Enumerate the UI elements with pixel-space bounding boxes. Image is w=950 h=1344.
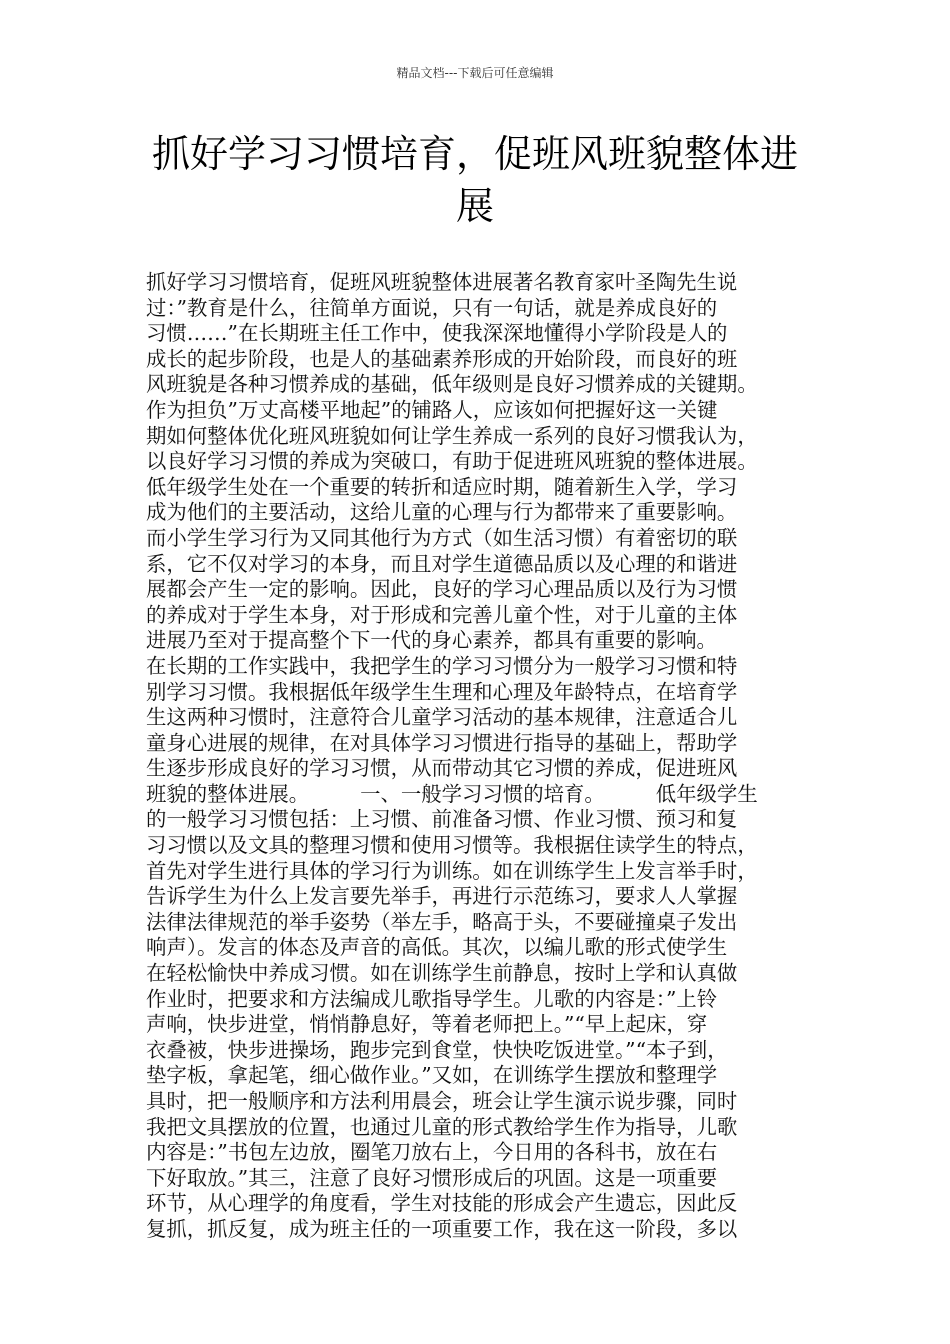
title-line-2: 展 bbox=[455, 184, 494, 228]
body-line: 在长期的工作实践中，我把学生的学习习惯分为一般学习习惯和特 bbox=[146, 653, 738, 678]
body-line: 作为担负”万丈高楼平地起”的铺路人，应该如何把握好这一关键 bbox=[146, 397, 718, 422]
body-line: 成为他们的主要活动，这给儿童的心理与行为都带来了重要影响。 bbox=[146, 500, 738, 525]
body-line: 的养成对于学生本身，对于形成和完善儿童个性，对于儿童的主体 bbox=[146, 602, 738, 627]
body-line: 低年级学生处在一个重要的转折和适应时期，随着新生入学，学习 bbox=[146, 474, 738, 499]
body-line: 习习惯以及文具的整理习惯和使用习惯等。我根据住读学生的特点， bbox=[146, 833, 758, 858]
body-line: 展都会产生一定的影响。因此，良好的学习心理品质以及行为习惯 bbox=[146, 577, 738, 602]
body-line: 生这两种习惯时，注意符合儿童学习活动的基本规律，注意适合儿 bbox=[146, 705, 738, 730]
body-line: 告诉学生为什么上发言要先举手，再进行示范练习，要求人人掌握 bbox=[146, 884, 738, 909]
body-line: 衣叠被，快步进操场，跑步完到食堂，快快吃饭进堂。”“本子到， bbox=[146, 1037, 728, 1062]
body-line: 系，它不仅对学习的本身，而且对学生道德品质以及心理的和谐进 bbox=[146, 551, 738, 576]
title-line-1: 抓好学习习惯培育，促班风班貌整体进 bbox=[151, 132, 798, 176]
body-line: 别学习习惯。我根据低年级学生生理和心理及年龄特点，在培育学 bbox=[146, 679, 738, 704]
header-note: 精品文档---下载后可任意编辑 bbox=[396, 66, 554, 80]
body-line: 抓好学习习惯培育，促班风班貌整体进展著名教育家叶圣陶先生说 bbox=[146, 270, 738, 294]
body-line: 首先对学生进行具体的学习行为训练。如在训练学生上发言举手时， bbox=[146, 858, 758, 883]
body-line: 生逐步形成良好的学习习惯，从而带动其它习惯的养成，促进班风 bbox=[146, 756, 738, 781]
body-line: 声响，快步进堂，悄悄静息好，等着老师把上。”“早上起床，穿 bbox=[146, 1012, 708, 1037]
body-line: 以良好学习习惯的养成为突破口，有助于促进班风班貌的整体进展。 bbox=[146, 449, 758, 474]
body-line: 复抓，抓反复，成为班主任的一项重要工作，我在这一阶段，多以 bbox=[146, 1216, 738, 1241]
body-line: 童身心进展的规律，在对具体学习习惯进行指导的基础上，帮助学 bbox=[146, 730, 738, 755]
document-title bbox=[140, 128, 810, 232]
body-line: 期如何整体优化班风班貌如何让学生养成一系列的良好习惯我认为， bbox=[146, 423, 758, 448]
body-text bbox=[146, 270, 826, 1243]
body-line: 具时，把一般顺序和方法利用晨会，班会让学生演示说步骤，同时 bbox=[146, 1089, 738, 1113]
body-line: 垫字板，拿起笔，细心做作业。”又如，在训练学生摆放和整理学 bbox=[146, 1063, 718, 1088]
body-line: 在轻松愉快中养成习惯。如在训练学生前静息，按时上学和认真做 bbox=[146, 961, 738, 986]
body-line: 的一般学习习惯包括：上习惯、前准备习惯、作业习惯、预习和复 bbox=[146, 807, 738, 832]
body-line: 班貌的整体进展。 一、一般学习习惯的培育。 低年级学生 bbox=[146, 781, 758, 806]
body-line: 我把文具摆放的位置，也通过儿童的形式教给学生作为指导，儿歌 bbox=[146, 1114, 738, 1139]
body-line: 风班貌是各种习惯养成的基础，低年级则是良好习惯养成的关键期。 bbox=[146, 372, 758, 397]
body-line: 环节，从心理学的角度看，学生对技能的形成会产生遗忘，因此反 bbox=[146, 1191, 738, 1216]
body-line: 内容是：”书包左边放，圈笔刀放右上，今日用的各科书，放在右 bbox=[146, 1140, 718, 1165]
body-line: 法律法律规范的举手姿势（举左手，略高于头，不要碰撞桌子发出 bbox=[146, 909, 738, 934]
body-line: 习惯……”在长期班主任工作中，使我深深地懂得小学阶段是人的 bbox=[146, 321, 728, 346]
body-line: 而小学生学习行为又同其他行为方式（如生活习惯）有着密切的联 bbox=[146, 525, 738, 550]
body-line: 响声）。发言的体态及声音的高低。其次，以编儿歌的形式使学生 bbox=[146, 935, 728, 960]
body-line: 进展乃至对于提高整个下一代的身心素养，都具有重要的影响。 bbox=[146, 628, 717, 653]
body-line: 下好取放。”其三，注意了良好习惯形成后的巩固。这是一项重要 bbox=[146, 1165, 718, 1190]
body-line: 成长的起步阶段，也是人的基础素养形成的开始阶段，而良好的班 bbox=[146, 346, 738, 371]
body-line: 作业时，把要求和方法编成儿歌指导学生。儿歌的内容是：”上铃 bbox=[146, 986, 718, 1011]
body-line: 过：”教育是什么，往简单方面说，只有一句话，就是养成良好的 bbox=[146, 295, 718, 320]
